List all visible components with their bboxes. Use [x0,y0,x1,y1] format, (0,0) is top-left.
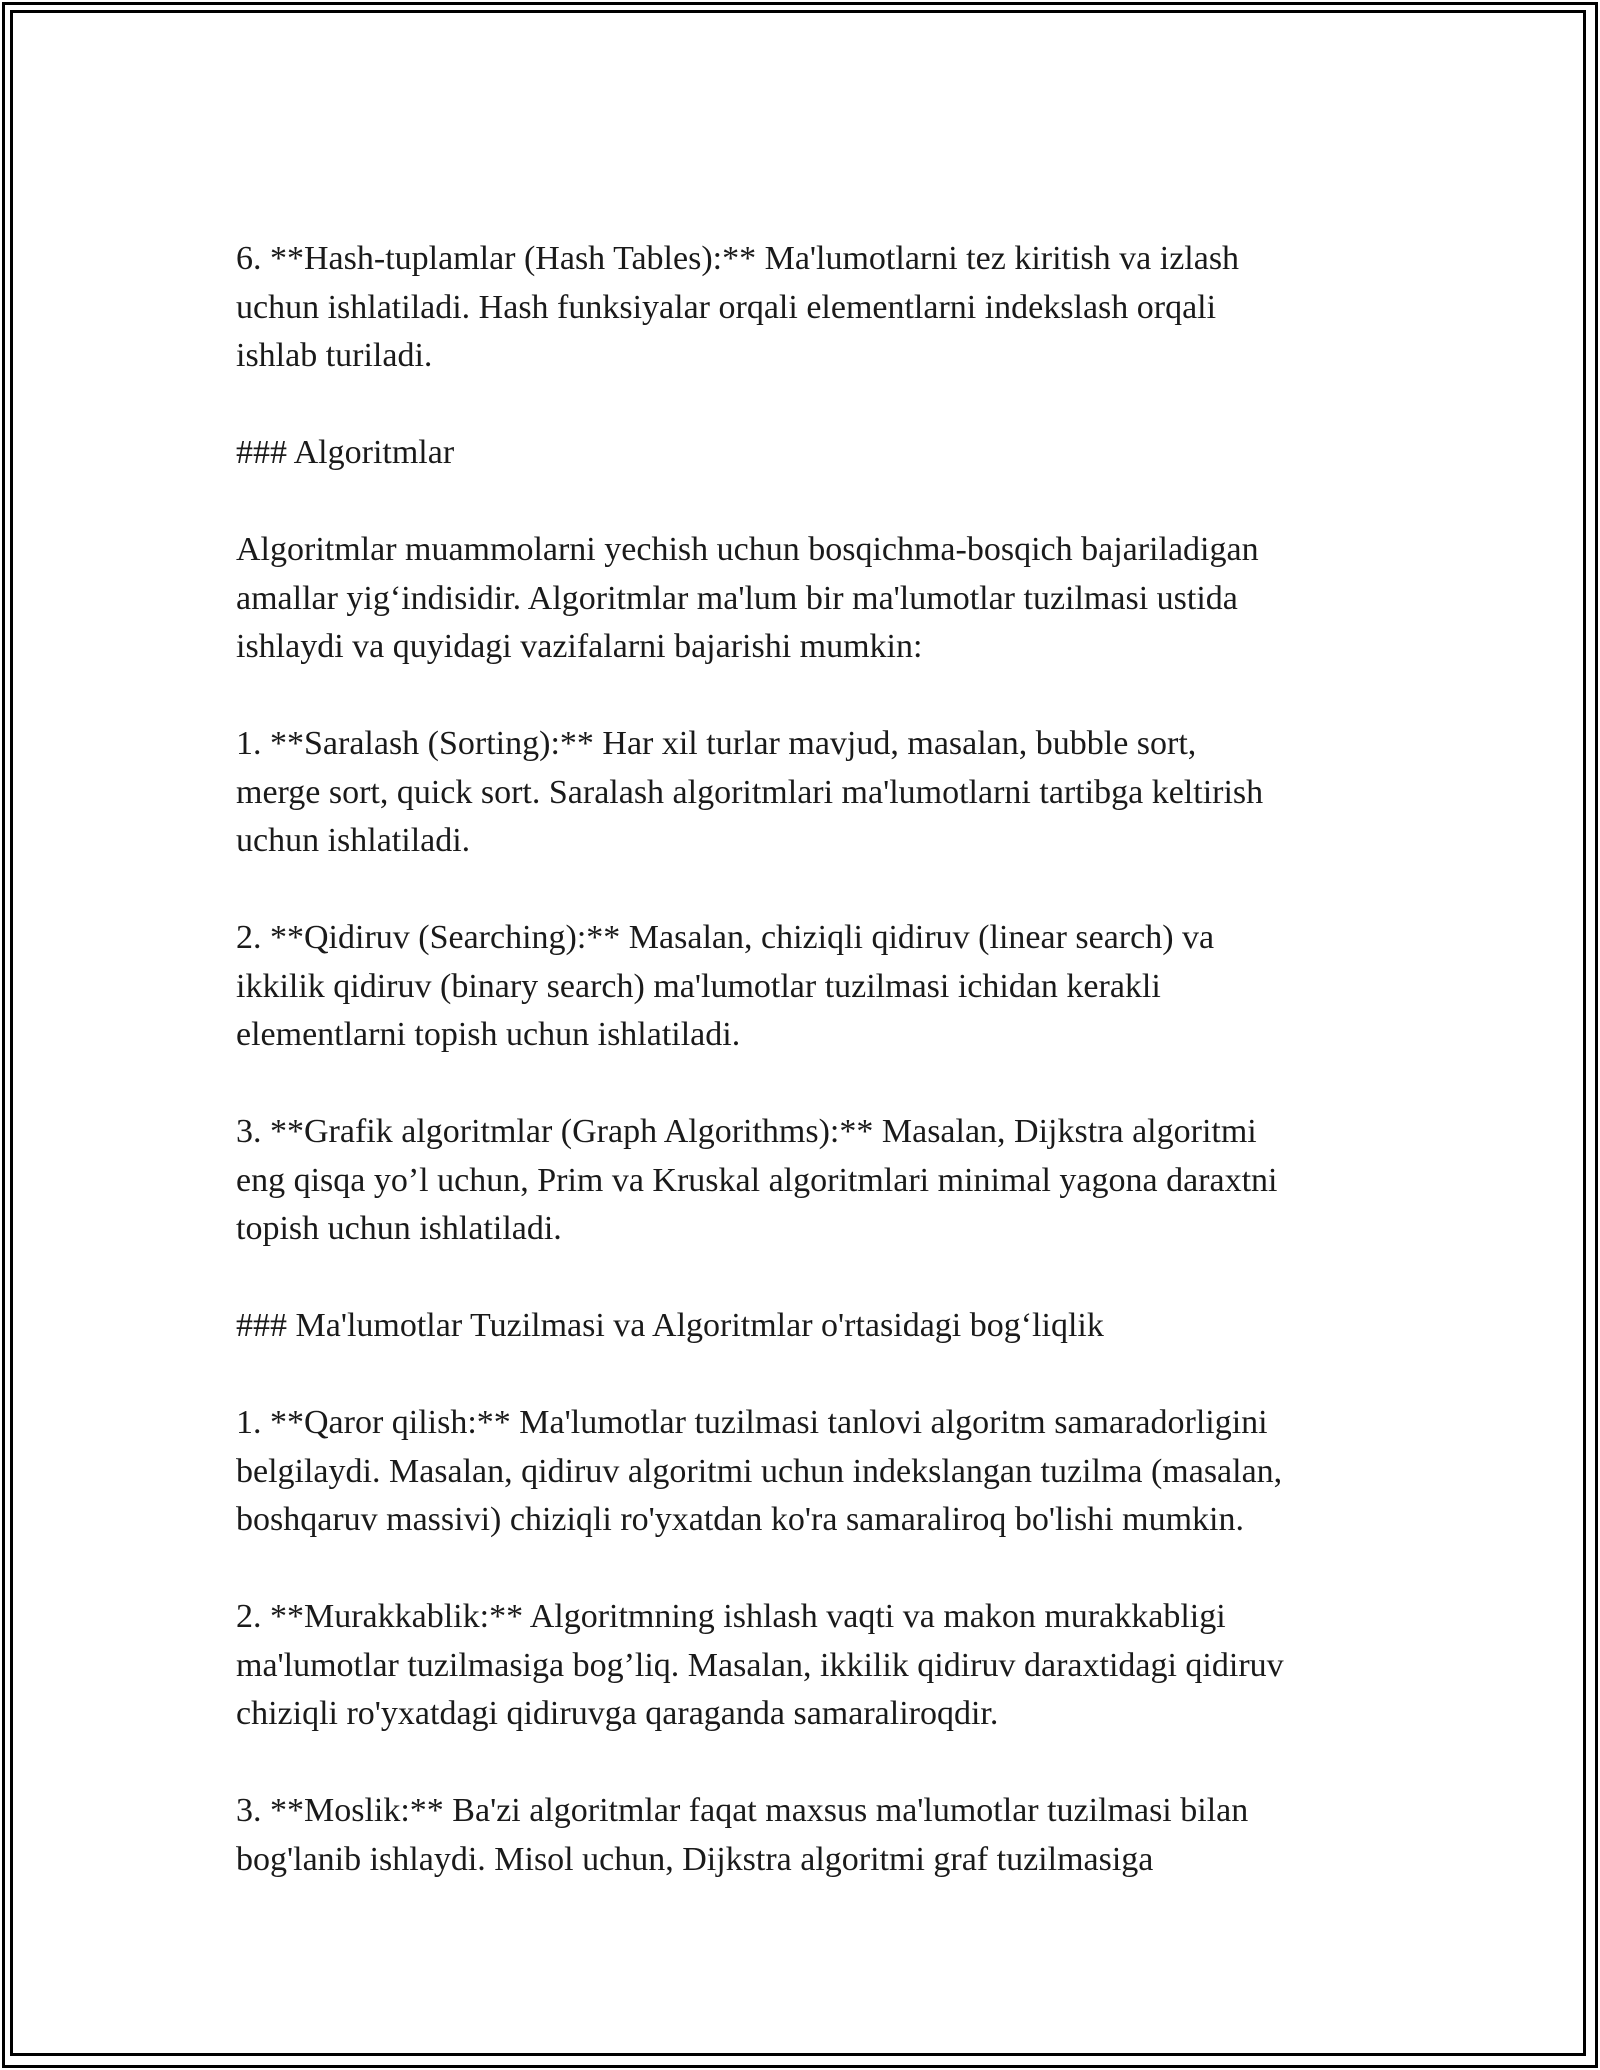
heading-algoritmlar [236,429,1396,478]
text-line: ### Algoritmlar [236,434,455,471]
text-line: ishlab turiladi. [236,337,433,374]
text-line: ### Ma'lumotlar Tuzilmasi va Algoritmlar o'rtasidagi bog‘liqlik [236,1307,1104,1344]
text-line: ma'lumotlar tuzilmasiga bog’liq. Masalan, ikkilik qidiruv daraxtidagi qidiruv [236,1646,1284,1684]
document-body [236,235,1396,1884]
paragraph-qaror-qilish [236,1399,1396,1545]
text-line: 1. **Saralash (Sorting):** Har xil turlar mavjud, masalan, bubble sort, [236,725,1197,762]
paragraph-grafik-algoritmlar [236,1108,1396,1254]
paragraph-moslik [236,1787,1396,1884]
text-line: amallar yig‘indisidir. Algoritmlar ma'lum bir ma'lumotlar tuzilmasi ustida [236,579,1238,617]
paragraph-hash-tables [236,235,1396,381]
paragraph-qidiruv [236,914,1396,1060]
text-line: boshqaruv massivi) chiziqli ro'yxatdan ko'ra samaraliroq bo'lishi mumkin. [236,1501,1244,1538]
text-line: uchun ishlatiladi. Hash funksiyalar orqali elementlarni indekslash orqali [236,288,1217,326]
text-line: 2. **Murakkablik:** Algoritmning ishlash vaqti va makon murakkabligi [236,1598,1226,1635]
text-line: ikkilik qidiruv (binary search) ma'lumotlar tuzilmasi ichidan kerakli [236,967,1161,1005]
text-line: merge sort, quick sort. Saralash algoritmlari ma'lumotlarni tartibga keltirish [236,773,1264,811]
text-line: chiziqli ro'yxatdagi qidiruvga qaraganda samaraliroqdir. [236,1695,999,1732]
text-line: uchun ishlatiladi. [236,822,471,859]
text-line: eng qisqa yo’l uchun, Prim va Kruskal algoritmlari minimal yagona daraxtni [236,1161,1278,1199]
text-line: elementlarni topish uchun ishlatiladi. [236,1016,741,1053]
paragraph-murakkablik [236,1593,1396,1739]
text-line: bog'lanib ishlaydi. Misol uchun, Dijkstra algoritmi graf tuzilmasiga [236,1840,1154,1878]
text-line: 6. **Hash-tuplamlar (Hash Tables):** Ma'lumotlarni tez kiritish va izlash [236,240,1240,277]
text-line: topish uchun ishlatiladi. [236,1210,562,1247]
text-line: belgilaydi. Masalan, qidiruv algoritmi uchun indekslangan tuzilma (masalan, [236,1452,1283,1490]
heading-boglilik [236,1302,1396,1351]
paragraph-algoritmlar-intro [236,526,1396,672]
text-line: 1. **Qaror qilish:** Ma'lumotlar tuzilmasi tanlovi algoritm samaradorligini [236,1404,1268,1441]
text-line: 3. **Moslik:** Ba'zi algoritmlar faqat maxsus ma'lumotlar tuzilmasi bilan [236,1792,1249,1829]
text-line: 2. **Qidiruv (Searching):** Masalan, chiziqli qidiruv (linear search) va [236,919,1215,956]
text-line: ishlaydi va quyidagi vazifalarni bajarishi mumkin: [236,628,923,665]
text-line: 3. **Grafik algoritmlar (Graph Algorithms):** Masalan, Dijkstra algoritmi [236,1113,1257,1150]
text-line: Algoritmlar muammolarni yechish uchun bosqichma-bosqich bajariladigan [236,531,1259,568]
paragraph-saralash [236,720,1396,866]
